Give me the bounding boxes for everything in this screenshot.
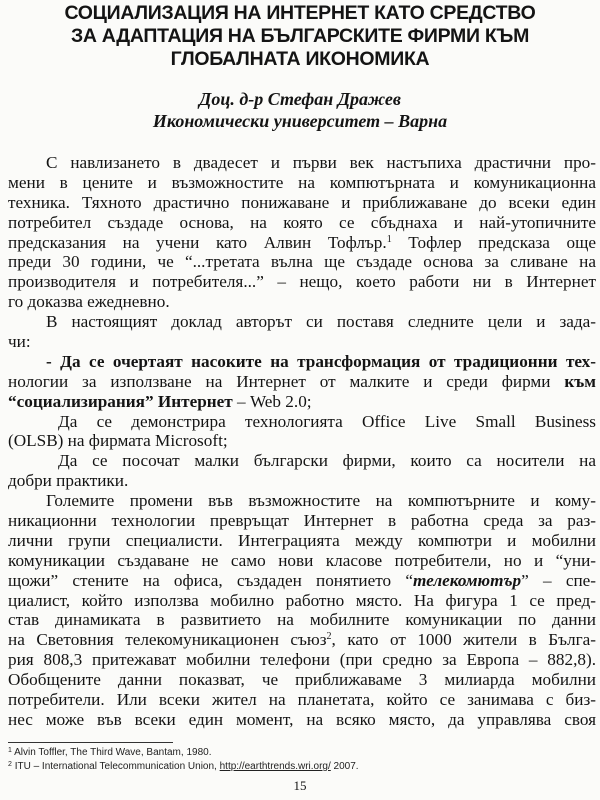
footnote-divider [8,742,173,743]
bold-segment: към [564,371,596,391]
footnote-text: ITU – International Telecommunication Union, [14,761,220,772]
footnote-ref-1: 1 [386,233,392,245]
text-line [8,392,596,412]
footnote-1 [8,746,598,760]
text-line: лични групи специалисти. Интеграцията между компютри и мобилни [8,530,596,550]
footnotes [8,746,598,774]
title-line-2: ЗА АДАПТАЦИЯ НА БЪЛГАРСКИТЕ ФИРМИ КЪМ [70,25,530,47]
list-item-1: - Да се очертаят насоките на трансформация от традиционни тех- [46,351,596,371]
text-line: В настоящият доклад авторът си поставя следните цели и зада- [46,312,596,332]
paper-title [0,2,600,71]
text-segment: Тофлер предсказа още [391,232,597,252]
text-line: циалист, който използва мобилно работно място. На фигура 1 се пред- [8,590,596,610]
text-line: (OLSB) на фирмата Microsoft; [8,431,228,451]
text-line: комуникации създаване не само нови класове потребители, но и “уни- [8,550,596,570]
text-line: преди 30 години, че “...третата вълна ще създаде основа за сливане на [8,252,596,272]
text-line: став динамиката в развитието на мобилните комуникации по данни [8,610,596,630]
text-segment: , като от 1000 жители в Бълга- [331,630,596,650]
text-line: мени в цените и възможностите на компютърната и комуникационна [8,172,596,192]
text-line [8,630,596,650]
text-line: го доказва ежедневно. [8,292,170,312]
text-line: техника. Тяхното драстично понижаване и приближаване до всеки един [8,192,596,212]
text-segment: на Световния телекомуникационен съюз [8,630,327,650]
text-segment: нологии за използване на Интернет от малките и среди фирми [8,371,565,391]
text-segment: щожи” стените на офиса, създаден понятието “ [8,570,413,590]
text-line: потребители. Или всеки жител на планетата, който се занимава с биз- [8,690,596,710]
text-segment: – Web 2.0; [232,391,312,411]
text-line [8,233,596,253]
page-number: 15 [293,778,307,793]
text-line: нес може във всеки един момент, на всяко място, да управлява своя [8,709,596,729]
text-line: Големите промени във възможностите на компютърните и кому- [46,491,596,511]
text-line: С навлизането в двадесет и първи век настъпиха драстични про- [46,153,596,172]
text-line: никационни технологии превръщат Интернет в работна среда за раз- [8,511,596,531]
text-segment: ” – спе- [521,570,597,590]
title-line-3: ГЛОБАЛНАТА ИКОНОМИКА [170,48,430,70]
text-line: потребител създаде основа, на която се сбъднаха и най-утопичните [8,212,596,232]
footnote-2 [8,760,598,774]
text-line [8,372,596,392]
footnote-link[interactable]: http://earthtrends.wri.org/ [219,761,331,772]
author-affiliation: Икономически университет – Варна [152,111,448,131]
text-line: производителя и потребителя...” – нещо, което работи ни в Интернет [8,272,596,292]
text-line: чи: [8,332,31,352]
bold-segment: “социализирания” Интернет [8,391,233,411]
text-line: Обобщените данни показват, че приближаваме 3 милиарда мобилни [8,670,596,690]
title-line-1: СОЦИАЛИЗАЦИЯ НА ИНТЕРНЕТ КАТО СРЕДСТВО [64,2,536,24]
text-line: рия 808,3 притежават мобилни телефони (при средно за Европа – 882,8). [8,650,596,670]
text-segment: предсказания на учени като Алвин Тофлър. [8,232,387,252]
footnote-text-tail: 2007. [330,761,359,772]
footnote-text: Alvin Toffler, The Third Wave, Bantam, 1980. [14,747,212,758]
list-item-3: Да се посочат малки български фирми, които са носители на [58,451,596,471]
list-item-2: Да се демонстрира технологията Office Live Small Business [58,411,596,431]
footnote-mark: 2 [8,761,12,768]
term-telekomputer: телекомютър [413,570,522,590]
text-line [8,571,596,591]
author-block [0,88,600,132]
footnote-mark: 1 [8,747,12,754]
text-line: добри практики. [8,471,129,491]
author-name: Доц. д-р Стефан Дражев [199,89,401,109]
body-text [8,153,596,730]
footnote-ref-2: 2 [326,631,332,643]
